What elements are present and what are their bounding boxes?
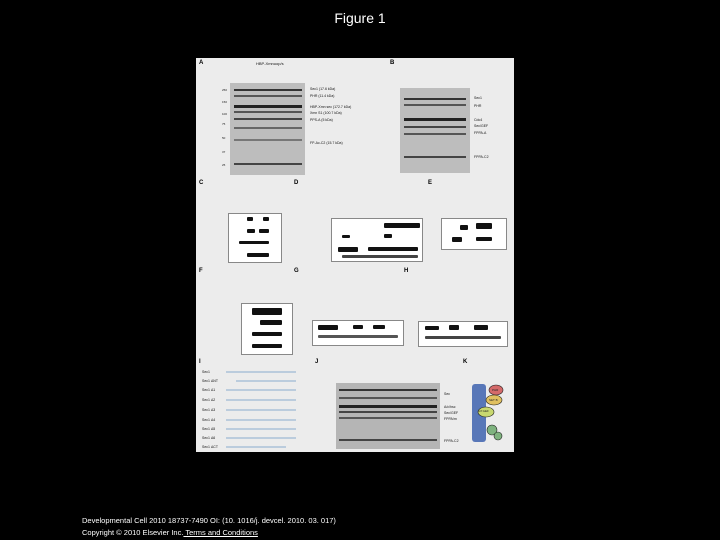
panel-j-band-label-1: Sec: [444, 392, 451, 396]
panel-a-marker-100: 100: [222, 112, 228, 116]
panel-i-row-6: Sec1 Δ4: [202, 418, 216, 422]
panel-label-j: J: [315, 359, 319, 365]
panel-a-band-label-4: Xmn S1 (100.7 kDa): [310, 111, 342, 115]
panel-a-header: HBP-Xmnuop/s: [256, 61, 284, 66]
copyright-text: Copyright © 2010 Elsevier Inc.: [82, 528, 184, 537]
panel-label-c: C: [199, 180, 204, 186]
panel-b-band-label-5: FPPA-A: [474, 131, 487, 135]
panel-a-marker-50: 50: [222, 136, 226, 140]
panel-i-row-4: Sec1 Δ2: [202, 398, 216, 402]
panel-g-blot: [312, 320, 404, 346]
panel-a-band-label-1: Sec1 (17.6 kDa): [310, 87, 336, 91]
panel-a-marker-250: 250: [222, 88, 228, 92]
panel-i-row-8: Sec1 Δ6: [202, 436, 216, 440]
panel-label-f: F: [199, 268, 203, 274]
panel-c-blot: [228, 213, 282, 263]
panel-a-marker-150: 150: [222, 100, 228, 104]
panel-a-band-label-5: PPS-A (5 kDa): [310, 118, 333, 122]
figure-image: [196, 58, 514, 452]
panel-j-band-label-5: FPPA-C2: [444, 439, 459, 443]
panel-h-blot: [418, 321, 508, 347]
panel-k-label-phr: PHR: [492, 388, 499, 392]
panel-a-band-label-6: FP-Ac-C2 (15.7 kDa): [310, 141, 343, 145]
panel-d-blot: [331, 218, 423, 262]
panel-label-b: B: [390, 60, 395, 66]
panel-b-band-label-3: Cdc4: [474, 118, 483, 122]
panel-b-band-label-6: FPPA-C2: [474, 155, 489, 159]
terms-link[interactable]: Terms and Conditions: [183, 528, 258, 537]
panel-f-blot: [241, 303, 293, 355]
panel-b-band-label-4: Sec/GEF: [474, 124, 489, 128]
panel-b-gel: [400, 88, 470, 173]
panel-i-row-1: Sec1: [202, 370, 210, 374]
panel-i-row-5: Sec1 Δ3: [202, 408, 216, 412]
panel-k-label-setb: SET B: [489, 398, 498, 402]
panel-label-h: H: [404, 268, 409, 274]
panel-label-d: D: [294, 180, 299, 186]
panel-label-k: K: [463, 359, 468, 365]
panel-j-gel: [336, 383, 440, 449]
panel-a-band-label-3: HBP-Xmn sec (172.7 kDa): [310, 105, 352, 109]
panel-j-band-label-2: A/c/hsc: [444, 405, 456, 409]
panel-i-row-9: Sec1 ΔCT: [202, 445, 218, 449]
citation-text: Developmental Cell 2010 18737-7490 OI: (10. 1016/j. devcel. 2010. 03. 017): [82, 516, 336, 525]
panel-a-marker-75: 75: [222, 122, 226, 126]
panel-k-label-arfgef: Arf GEF: [478, 409, 489, 413]
panel-label-e: E: [428, 180, 433, 186]
panel-a-marker-37: 37: [222, 150, 226, 154]
page-title: Figure 1: [334, 10, 386, 26]
panel-label-a: A: [199, 60, 204, 66]
panel-label-i: I: [199, 359, 201, 365]
panel-b-band-label-1: Sec1: [474, 96, 482, 100]
panel-i-row-7: Sec1 Δ5: [202, 427, 216, 431]
panel-j-band-label-4: FPPA/m: [444, 417, 457, 421]
panel-label-g: G: [294, 268, 299, 274]
panel-a-gel: [230, 83, 305, 175]
panel-b-band-label-2: PHR: [474, 104, 482, 108]
panel-a-band-label-2: PHR (11.4 kDa): [310, 94, 335, 98]
panel-a-marker-25: 25: [222, 163, 226, 167]
copyright-line: [82, 528, 258, 537]
panel-j-band-label-3: Sec/GEF: [444, 411, 459, 415]
panel-e-blot: [441, 218, 507, 250]
panel-i-row-2: Sec1 ΔNT: [202, 379, 218, 383]
panel-i-row-3: Sec1 Δ1: [202, 388, 216, 392]
